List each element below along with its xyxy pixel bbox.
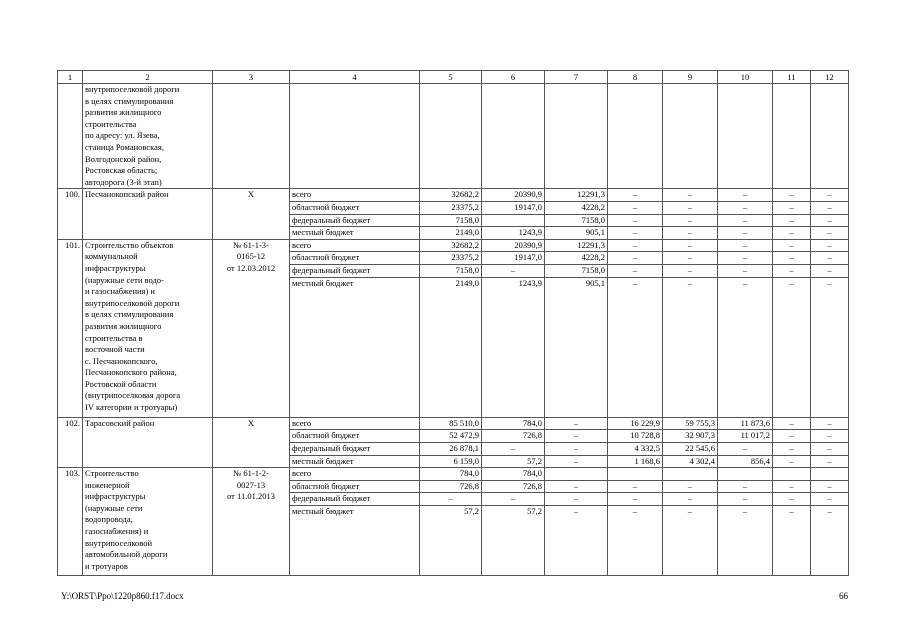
column-header-5: 5 (420, 71, 482, 84)
amount-cell: – (811, 264, 849, 277)
object-name-line: внутрипоселковой (85, 537, 153, 548)
amount-cell (773, 468, 811, 481)
column-header-3: 3 (213, 71, 290, 84)
amount-cell (811, 468, 849, 481)
amount-cell: 856,4 (718, 455, 773, 468)
object-name-line: (наружные сети (85, 502, 143, 513)
amount-cell: 12291,3 (545, 239, 608, 252)
amount-cell (608, 468, 663, 481)
amount-cell: – (608, 227, 663, 240)
amount-cell (420, 84, 482, 189)
object-name-line: инфраструктуры (85, 491, 146, 502)
amount-cell: – (773, 430, 811, 443)
amount-cell (482, 84, 545, 189)
amount-cell: 7158,0 (420, 264, 482, 277)
amount-cell: 10 728,8 (608, 430, 663, 443)
amount-cell: – (811, 252, 849, 265)
document-reference-line: № 61-1-2- (233, 468, 269, 479)
amount-cell: – (773, 239, 811, 252)
amount-cell: – (811, 277, 849, 417)
object-name-line: (наружные сети водо- (85, 274, 164, 285)
amount-cell: – (773, 442, 811, 455)
amount-cell: 19147,0 (482, 201, 545, 214)
amount-cell (663, 84, 718, 189)
document-reference-line: Х (247, 189, 255, 200)
row-number (58, 84, 83, 189)
amount-cell: – (811, 239, 849, 252)
amount-cell: – (718, 505, 773, 576)
funding-source: местный бюджет (290, 227, 420, 240)
amount-cell: 57,2 (420, 505, 482, 576)
amount-cell: 4 332,5 (608, 442, 663, 455)
object-name-line: Ростовская область; (85, 165, 158, 176)
amount-cell: 23375,2 (420, 252, 482, 265)
object-name-line: автодорога (3-й этап) (85, 176, 162, 187)
footer-page-number: 66 (839, 591, 848, 601)
table-row (58, 189, 849, 202)
object-name-line: Песчанокопский район (85, 189, 169, 200)
row-number: 100. (58, 189, 83, 239)
amount-cell: – (545, 417, 608, 430)
amount-cell (482, 214, 545, 227)
footer-file-path: Y:\ORST\Ppo\1220p860.f17.docx (61, 591, 184, 601)
amount-cell: – (545, 493, 608, 506)
object-name-line: Строительство (85, 468, 139, 479)
amount-cell: – (545, 442, 608, 455)
column-header-6: 6 (482, 71, 545, 84)
amount-cell: 32 907,3 (663, 430, 718, 443)
object-name-line: с. Песчанокопского, (85, 355, 158, 366)
amount-cell: – (773, 227, 811, 240)
column-header-2: 2 (83, 71, 213, 84)
object-name (83, 189, 213, 239)
amount-cell: – (718, 189, 773, 202)
amount-cell: – (718, 214, 773, 227)
amount-cell: – (608, 252, 663, 265)
funding-source: местный бюджет (290, 455, 420, 468)
amount-cell: 19147,0 (482, 252, 545, 265)
amount-cell: 32682,2 (420, 189, 482, 202)
amount-cell: – (773, 277, 811, 417)
amount-cell: 2149,0 (420, 227, 482, 240)
amount-cell: – (663, 493, 718, 506)
amount-cell: – (773, 480, 811, 493)
column-number-header (58, 71, 849, 84)
table-body (58, 71, 849, 576)
amount-cell: – (811, 214, 849, 227)
object-name-line: Волгодонской район, (85, 153, 162, 164)
amount-cell: – (545, 505, 608, 576)
amount-cell (773, 84, 811, 189)
amount-cell: – (663, 214, 718, 227)
object-name-line: внутрипоселковой дороги (85, 297, 180, 308)
amount-cell: – (773, 214, 811, 227)
amount-cell: – (608, 189, 663, 202)
funding-source: федеральный бюджет (290, 493, 420, 506)
object-name-line: Тарасовский район (85, 417, 155, 428)
column-header-1: 1 (58, 71, 83, 84)
amount-cell: – (811, 417, 849, 430)
amount-cell: – (773, 417, 811, 430)
object-name-line: Песчанокопского района, (85, 367, 177, 378)
amount-cell: 4 302,4 (663, 455, 718, 468)
amount-cell: – (773, 493, 811, 506)
amount-cell (718, 468, 773, 481)
object-name-line: и газоснабжения) и (85, 286, 155, 297)
amount-cell: – (663, 189, 718, 202)
amount-cell: – (811, 227, 849, 240)
document-reference (213, 189, 290, 239)
amount-cell: – (608, 480, 663, 493)
object-name-line: по адресу: ул. Язева, (85, 130, 160, 141)
funding-source: всего (290, 189, 420, 202)
amount-cell: – (718, 201, 773, 214)
amount-cell: – (718, 252, 773, 265)
document-reference (213, 239, 290, 417)
funding-source: областной бюджет (290, 201, 420, 214)
object-name-line: и тротуаров (85, 560, 128, 571)
row-number: 103. (58, 468, 83, 576)
column-header-9: 9 (663, 71, 718, 84)
amount-cell: – (718, 493, 773, 506)
amount-cell: 905,1 (545, 277, 608, 417)
row-number: 102. (58, 417, 83, 467)
amount-cell: 26 878,1 (420, 442, 482, 455)
amount-cell: – (663, 480, 718, 493)
object-name-line: (внутрипоселковая дорога (85, 390, 181, 401)
document-reference-line: 0027-13 (236, 479, 266, 490)
object-name-line: в целях стимулирования (85, 309, 174, 320)
amount-cell: – (663, 277, 718, 417)
amount-cell: 726,8 (482, 480, 545, 493)
funding-source: всего (290, 417, 420, 430)
document-reference (213, 84, 290, 189)
amount-cell: 59 755,3 (663, 417, 718, 430)
amount-cell: 7158,0 (545, 214, 608, 227)
amount-cell: 784,0 (482, 468, 545, 481)
column-header-4: 4 (290, 71, 420, 84)
amount-cell: 52 472,9 (420, 430, 482, 443)
amount-cell: – (811, 455, 849, 468)
object-name-line: внутрипоселковой дороги (85, 84, 180, 94)
table-row (58, 417, 849, 430)
amount-cell: 23375,2 (420, 201, 482, 214)
amount-cell (663, 468, 718, 481)
amount-cell: 726,8 (420, 480, 482, 493)
object-name-line: водопровода, (85, 514, 133, 525)
amount-cell (545, 468, 608, 481)
object-name-line: в целях стимулирования (85, 95, 174, 106)
document-reference-line: 0165-12 (236, 251, 266, 262)
amount-cell: – (545, 430, 608, 443)
amount-cell: 7158,0 (420, 214, 482, 227)
amount-cell: 32682,2 (420, 239, 482, 252)
amount-cell: – (773, 264, 811, 277)
amount-cell: 784,0 (420, 468, 482, 481)
object-name-line: IV категории и тротуары) (85, 402, 178, 413)
column-header-10: 10 (718, 71, 773, 84)
object-name-line: Ростовской области (85, 378, 157, 389)
amount-cell: – (663, 201, 718, 214)
amount-cell: 57,2 (482, 505, 545, 576)
amount-cell: 4228,2 (545, 252, 608, 265)
amount-cell: 20390,9 (482, 239, 545, 252)
amount-cell: – (811, 430, 849, 443)
amount-cell: – (663, 252, 718, 265)
amount-cell: – (663, 505, 718, 576)
amount-cell: – (811, 442, 849, 455)
funding-source: местный бюджет (290, 277, 420, 417)
funding-source: областной бюджет (290, 480, 420, 493)
document-reference (213, 468, 290, 576)
amount-cell: – (811, 201, 849, 214)
amount-cell: – (718, 227, 773, 240)
object-name-line: развития жилищного (85, 107, 162, 118)
document-reference-line: № 61-1-3- (233, 239, 269, 250)
object-name-line: станица Романовская, (85, 141, 164, 152)
amount-cell: 1243,9 (482, 227, 545, 240)
amount-cell: – (811, 493, 849, 506)
funding-source: федеральный бюджет (290, 214, 420, 227)
amount-cell: 4228,2 (545, 201, 608, 214)
amount-cell: 1243,9 (482, 277, 545, 417)
amount-cell: – (420, 493, 482, 506)
amount-cell: – (718, 277, 773, 417)
funding-source: всего (290, 239, 420, 252)
amount-cell: 11 017,2 (718, 430, 773, 443)
amount-cell: – (773, 455, 811, 468)
amount-cell (608, 84, 663, 189)
amount-cell: 784,0 (482, 417, 545, 430)
amount-cell: – (663, 239, 718, 252)
amount-cell: 12291,3 (545, 189, 608, 202)
amount-cell: – (482, 264, 545, 277)
funding-source: местный бюджет (290, 505, 420, 576)
amount-cell: – (811, 189, 849, 202)
amount-cell: 7158,0 (545, 264, 608, 277)
amount-cell: – (773, 252, 811, 265)
object-name-line: инженерной (85, 479, 130, 490)
object-name-line: коммунальной (85, 251, 138, 262)
amount-cell: – (545, 455, 608, 468)
funding-source: федеральный бюджет (290, 264, 420, 277)
budget-table (57, 70, 849, 576)
amount-cell: – (482, 493, 545, 506)
amount-cell: 16 229,9 (608, 417, 663, 430)
funding-source: областной бюджет (290, 430, 420, 443)
amount-cell: – (608, 277, 663, 417)
amount-cell: – (608, 201, 663, 214)
amount-cell: 905,1 (545, 227, 608, 240)
object-name-line: газоснабжения) и (85, 526, 149, 537)
object-name-line: автомобильной дороги (85, 549, 168, 560)
amount-cell: – (718, 264, 773, 277)
amount-cell: – (608, 239, 663, 252)
document-reference (213, 417, 290, 467)
amount-cell: – (718, 239, 773, 252)
object-name-line: восточной части (85, 344, 145, 355)
amount-cell: – (773, 505, 811, 576)
object-name-line: строительства в (85, 332, 143, 343)
amount-cell: – (482, 442, 545, 455)
funding-source: всего (290, 468, 420, 481)
amount-cell: – (773, 189, 811, 202)
table-row (58, 84, 849, 189)
amount-cell: 726,8 (482, 430, 545, 443)
object-name-line: развития жилищного (85, 320, 162, 331)
funding-source: областной бюджет (290, 252, 420, 265)
object-name (83, 468, 213, 576)
object-name (83, 239, 213, 417)
amount-cell: – (545, 480, 608, 493)
table-row (58, 468, 849, 481)
amount-cell (545, 84, 608, 189)
amount-cell: – (811, 505, 849, 576)
row-number: 101. (58, 239, 83, 417)
amount-cell: – (663, 264, 718, 277)
document-reference-line: от 11.01.2013 (227, 491, 275, 502)
amount-cell (811, 84, 849, 189)
document-reference-line: от 12.03.2012 (226, 262, 276, 273)
amount-cell: 1 168,6 (608, 455, 663, 468)
amount-cell: – (608, 493, 663, 506)
object-name-line: Строительство объектов (85, 239, 174, 250)
amount-cell: – (773, 201, 811, 214)
amount-cell: 11 873,6 (718, 417, 773, 430)
amount-cell: – (718, 442, 773, 455)
amount-cell: – (608, 264, 663, 277)
funding-source: федеральный бюджет (290, 442, 420, 455)
amount-cell: – (608, 505, 663, 576)
column-header-7: 7 (545, 71, 608, 84)
amount-cell: 85 510,0 (420, 417, 482, 430)
table-row (58, 239, 849, 252)
object-name-line: строительства (85, 118, 137, 129)
amount-cell: – (718, 480, 773, 493)
funding-source (290, 84, 420, 189)
amount-cell: 22 545,6 (663, 442, 718, 455)
amount-cell: – (811, 480, 849, 493)
object-name (83, 417, 213, 467)
document-reference-line: Х (247, 417, 255, 428)
amount-cell: 2149,0 (420, 277, 482, 417)
amount-cell: 6 159,0 (420, 455, 482, 468)
object-name (83, 84, 213, 189)
object-name-line: инфраструктуры (85, 262, 146, 273)
column-header-12: 12 (811, 71, 849, 84)
amount-cell: 57,2 (482, 455, 545, 468)
amount-cell: – (608, 214, 663, 227)
amount-cell (718, 84, 773, 189)
amount-cell: 20390,9 (482, 189, 545, 202)
column-header-11: 11 (773, 71, 811, 84)
column-header-8: 8 (608, 71, 663, 84)
amount-cell: – (663, 227, 718, 240)
